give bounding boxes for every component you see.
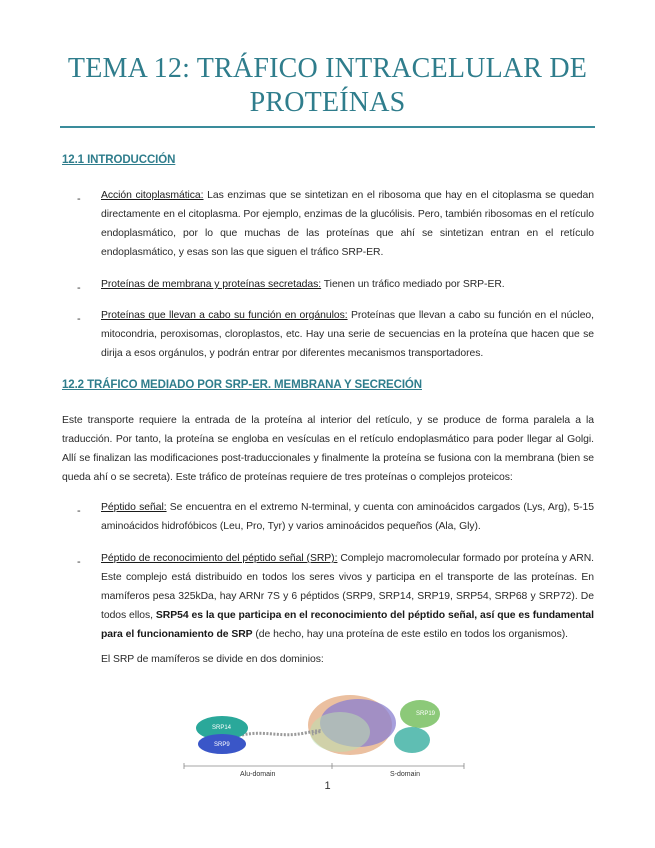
bullet-dash: - bbox=[77, 313, 81, 325]
page-number: 1 bbox=[324, 780, 331, 792]
list-item bbox=[101, 306, 594, 363]
figure-intro: El SRP de mamíferos se divide en dos dominios: bbox=[101, 654, 324, 665]
rna-strand bbox=[242, 731, 321, 735]
item-lead: Proteínas de membrana y proteínas secretadas: bbox=[101, 279, 322, 290]
srp-s-teal-blob bbox=[394, 727, 430, 753]
item-text: Se encuentra en el extremo N-terminal, y cuenta con aminoácidos cargados (Lys, Arg), 5-15 aminoácidos hidrofóbicos (Leu, Pro, Tyr) y varios aminoácidos pequeños (Ala, Gly). bbox=[101, 502, 594, 532]
bullet-dash: - bbox=[77, 556, 81, 568]
item-text: Proteínas que llevan a cabo su función en el núcleo, mitocondria, peroxisomas, cloroplastos, etc. Hay una serie de secuencias en la proteína que hacen que se dirija a esos orgánulos, y podrán entrar por diferentes mecanismos transportadores. bbox=[101, 310, 595, 359]
bullet-dash: - bbox=[77, 505, 81, 517]
item-lead: Péptido de reconocimiento del péptido señal (SRP): bbox=[101, 553, 338, 564]
label-s-domain: S-domain bbox=[390, 771, 420, 778]
list-item bbox=[101, 549, 594, 644]
item-lead: Acción citoplasmática: bbox=[101, 190, 204, 201]
section-heading-srp: 12.2 TRÁFICO MEDIADO POR SRP-ER. MEMBRANA Y SECRECIÓN bbox=[62, 379, 422, 391]
list-item bbox=[101, 498, 594, 536]
bullet-dash: - bbox=[77, 282, 81, 294]
section-intro: Este transporte requiere la entrada de la proteína al interior del retículo, y se produce de forma paralela a la traducción. Por tanto, la proteína se engloba en vesículas en el retículo endoplasmático para poder llegar al Golgi. Allí se finalizan las modificaciones post-traduccionales y finalmente la proteína se fusiona con la membrana (bien se queda ahí o se secreta). Este tráfico de proteínas requiere de tres proteínas o complejos proteicos: bbox=[62, 415, 594, 483]
section-heading-intro: 12.1 INTRODUCCIÓN bbox=[62, 154, 176, 166]
srp-domain-figure bbox=[180, 690, 470, 780]
label-srp9: SRP9 bbox=[214, 742, 230, 748]
item-text: Tienen un tráfico mediado por SRP-ER. bbox=[321, 279, 505, 290]
item-tail-text: (de hecho, hay una proteína de este estilo en todos los organismos). bbox=[252, 629, 568, 640]
item-text: Complejo macromolecular formado por proteína y ARN. Este complejo está distribuido en todos los seres vivos y participa en el transporte de las proteínas. En mamíferos pesa 325kDa, hay ARNr 7S y 6 péptidos (SRP9, SRP14, SRP19, SRP54, SRP68 y SRP72). De todos ellos, bbox=[101, 553, 594, 621]
page-title: TEMA 12: TRÁFICO INTRACELULAR DE PROTEÍNAS bbox=[67, 53, 588, 118]
label-alu-domain: Alu-domain bbox=[240, 771, 276, 778]
title-divider bbox=[60, 126, 595, 128]
label-srp14: SRP14 bbox=[212, 725, 232, 731]
item-bold-text: SRP54 es la que participa en el reconocimiento del péptido señal, así que es fundamental para el funcionamiento de SRP bbox=[101, 610, 594, 640]
item-lead: Péptido señal: bbox=[101, 502, 167, 513]
list-item bbox=[101, 186, 594, 262]
item-text: Las enzimas que se sintetizan en el ribosoma que hay en el citoplasma se quedan directamente en el citoplasma. Por ejemplo, enzimas de la glucólisis. Pero, también ribosomas en el retículo endoplasmático, por lo que muchas de las proteínas que ahí se sintetizan entran en el retículo endoplasmático, y esas son las que siguen el tráfico SRP-ER. bbox=[101, 190, 594, 258]
bullet-dash: - bbox=[77, 193, 81, 205]
item-lead: Proteínas que llevan a cabo su función en orgánulos: bbox=[101, 310, 348, 321]
label-srp19: SRP19 bbox=[416, 711, 436, 717]
list-item bbox=[101, 275, 594, 294]
